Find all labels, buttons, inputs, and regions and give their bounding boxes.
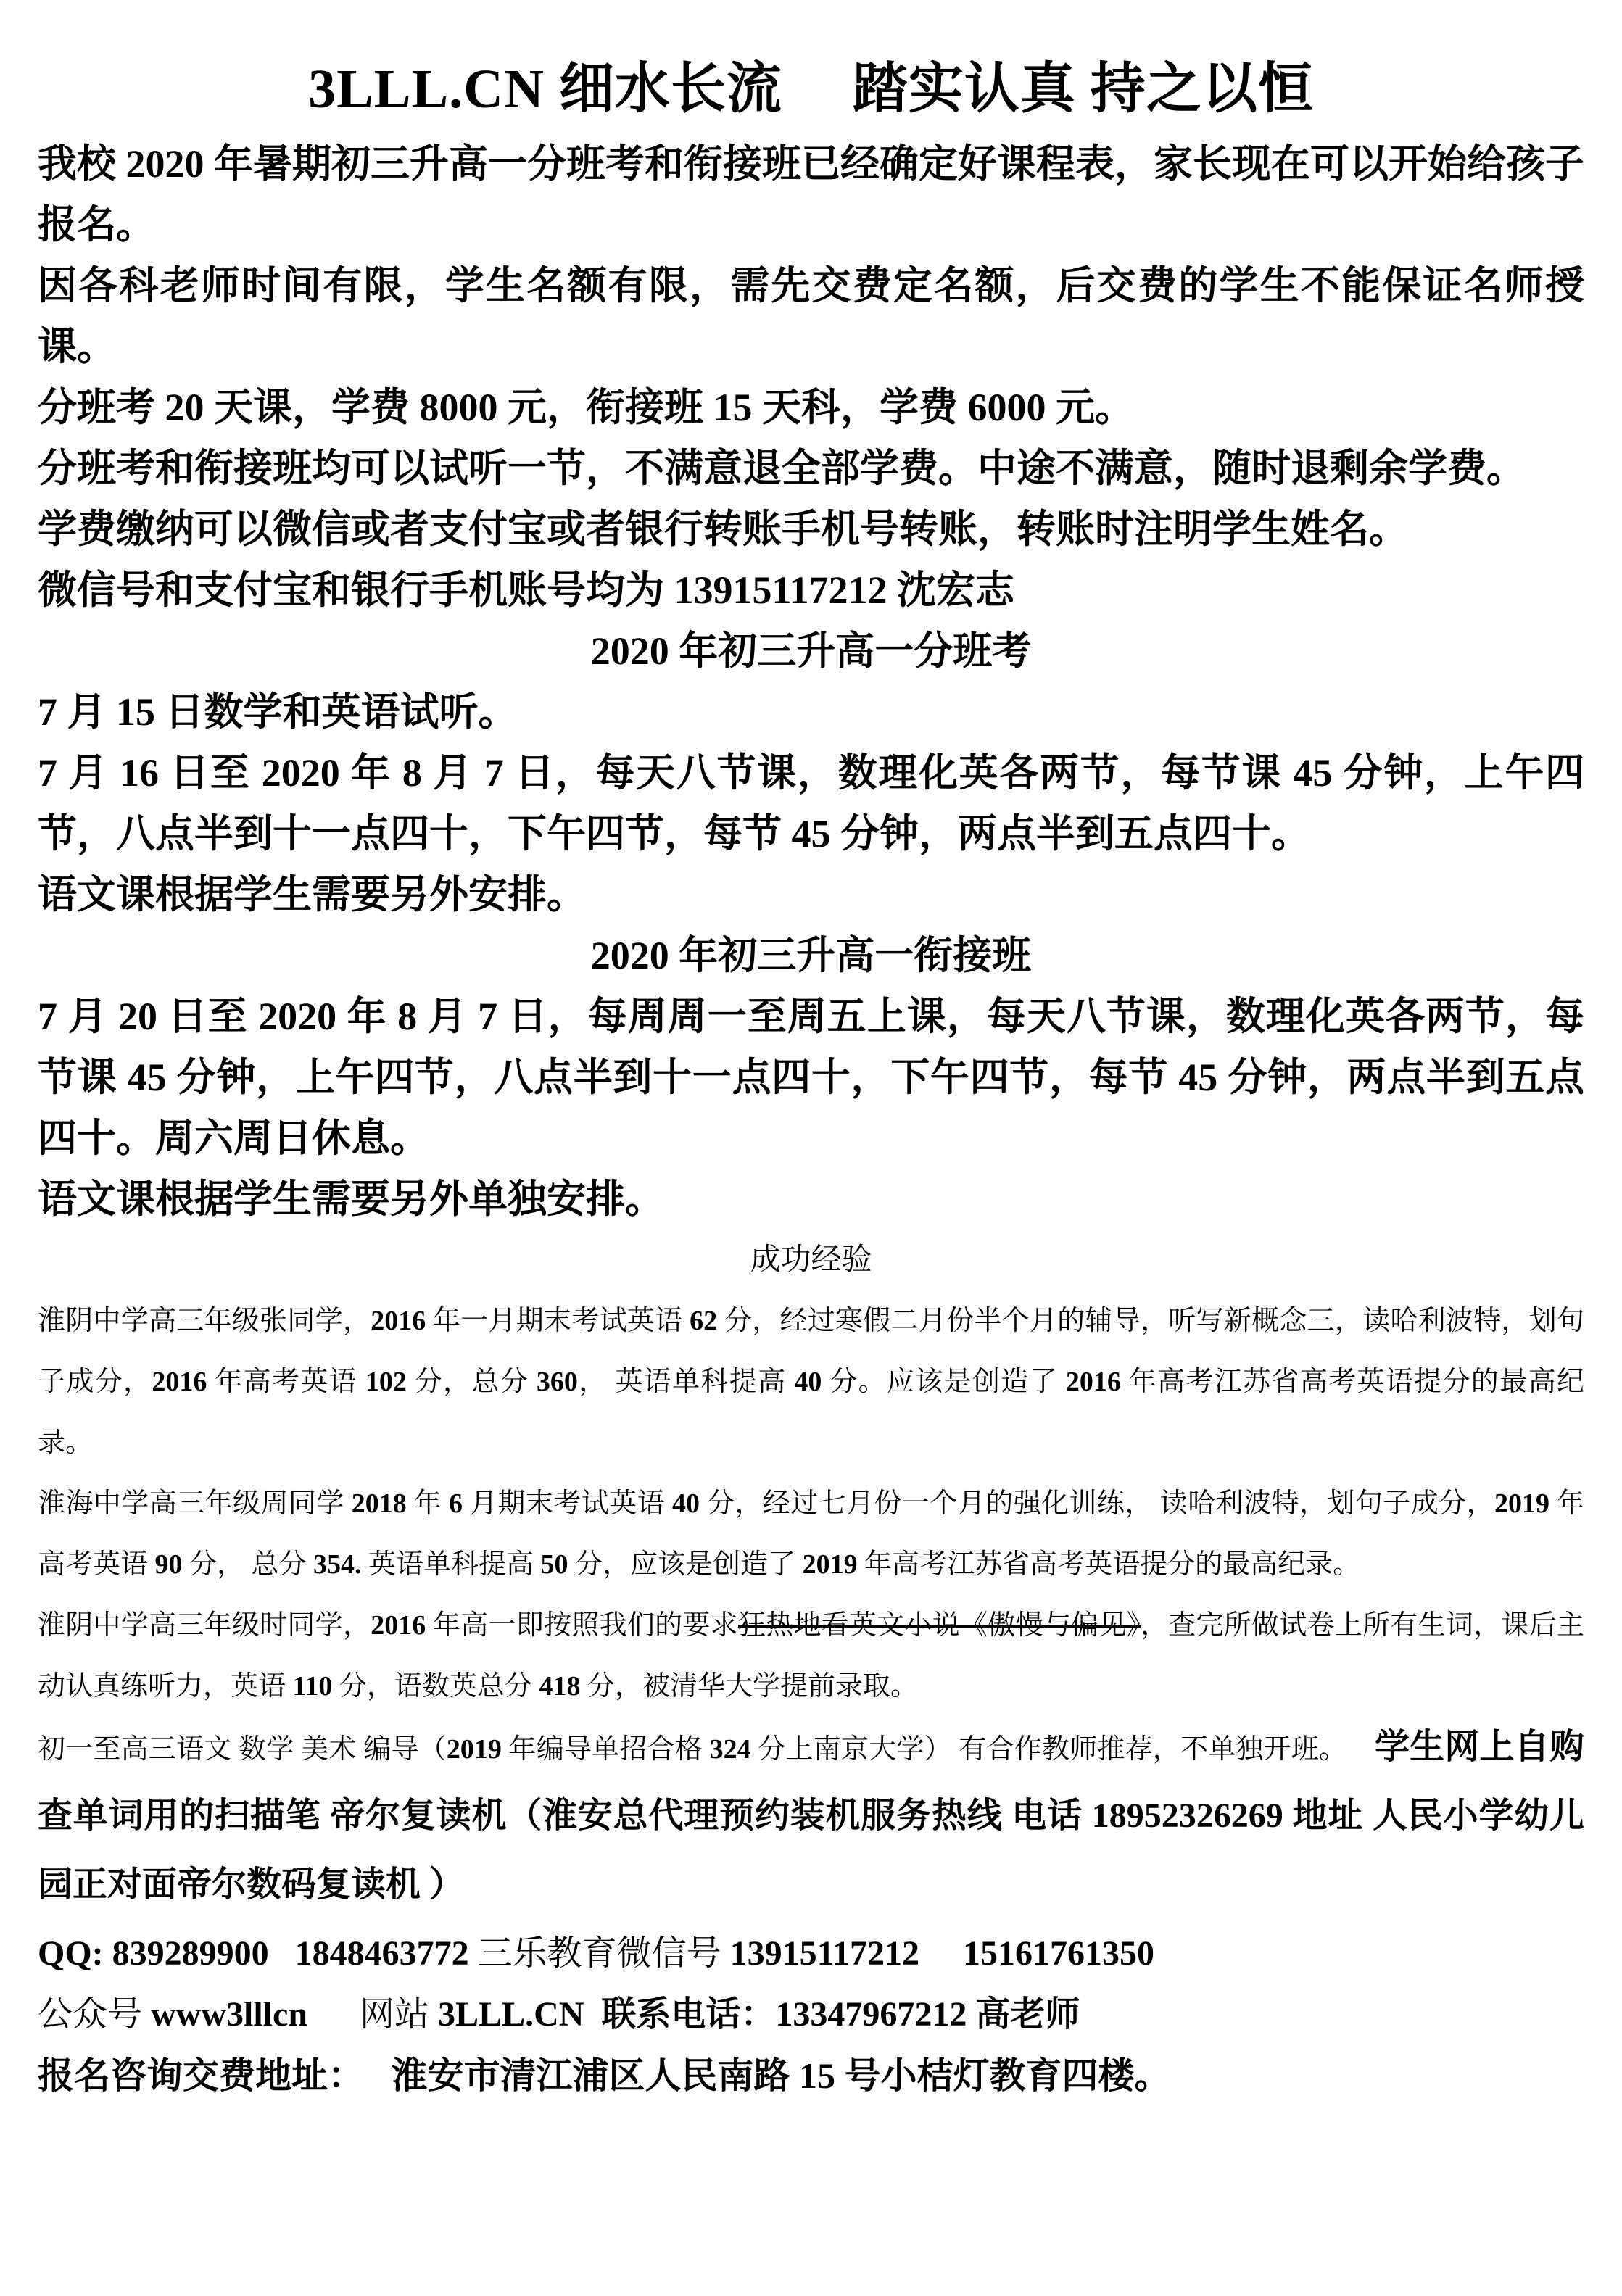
- qq-numbers-text: QQ: 839289900 1848463772: [38, 1934, 478, 1973]
- story3-suffix-text: ，查完所做试卷上所有生词，课后主动认真练听力，英语 110 分，语数英总分 418 分，被清华大学提前录取。: [38, 1610, 1584, 1702]
- story3-strikethrough-text: 狂热地看英文小说《傲慢与偏见》: [737, 1610, 1141, 1641]
- registration-address-line: 报名咨询交费地址： 淮安市清江浦区人民南路 15 号小桔灯教育四楼。: [38, 2055, 1171, 2096]
- bridge-schedule-paragraph: 7 月 20 日至 2020 年 8 月 7 日，每周周一至周五上课，每天八节课，数理化英各两节，每节课 45 分钟，上午四节，八点半到十一点四十，下午四节，每节 45 分钟，两点半到五点四十。周六周日休息。: [38, 995, 1584, 1160]
- website-label: 网站: [307, 1995, 439, 2034]
- placement-chinese-paragraph: 语文课根据学生需要另外安排。: [38, 873, 586, 916]
- payment-method-paragraph: 学费缴纳可以微信或者支付宝或者银行转账手机号转账，转账时注明学生姓名。: [38, 507, 1408, 551]
- placement-trial-paragraph: 7 月 15 日数学和英语试听。: [38, 690, 518, 734]
- story3-prefix-text: 淮阴中学高三年级时同学，2016 年高一即按照我们的要求: [38, 1610, 738, 1641]
- intro-signup-paragraph: 我校 2020 年暑期初三升高一分班考和衔接班已经确定好课程表，家长现在可以开始给孩子报名。: [38, 142, 1584, 246]
- page-title: 3LLL.CN 细水长流 踏实认真 持之以恒: [308, 59, 1314, 120]
- success-story-3: [38, 1595, 1584, 1717]
- courses-and-scanner-paragraph: [38, 1717, 1584, 1923]
- website-contact-line: [38, 1984, 1584, 2045]
- wechat-numbers-text: 13915117212 15161761350: [729, 1934, 1155, 1973]
- website-value: 3LLL.CN: [438, 1995, 584, 2034]
- scanner-pen-text: 学生网上自购查单词用的扫描笔 帝尔复读机（淮安总代理预约装机服务热线 电话 18952326269 地址 人民小学幼儿园正对面帝尔数码复读机 ）: [38, 1728, 1584, 1904]
- intro-quota-paragraph: 因各科老师时间有限，学生名额有限，需先交费定名额，后交费的学生不能保证名师授课。: [38, 264, 1584, 368]
- bridge-class-heading: 2020 年初三升高一衔接班: [590, 934, 1032, 977]
- wechat-label-text: 三乐教育微信号: [477, 1934, 730, 1973]
- fees-paragraph: 分班考 20 天课，学费 8000 元，衔接班 15 天科，学费 6000 元。: [38, 386, 1134, 429]
- bridge-chinese-paragraph: 语文课根据学生需要另外单独安排。: [38, 1177, 664, 1221]
- placement-exam-heading: 2020 年初三升高一分班考: [590, 629, 1032, 673]
- payment-account-paragraph: 微信号和支付宝和银行手机账号均为 13915117212 沈宏志: [38, 568, 1015, 612]
- phone-teacher-text: 联系电话：13347967212 高老师: [584, 1995, 1080, 2034]
- success-story-2: 淮海中学高三年级周同学 2018 年 6 月期末考试英语 40 分，经过七月份一个月的强化训练， 读哈利波特，划句子成分，2019 年高考英语 90 分， 总分 354. 英语单科提高 50 分，应该是创造了 2019 年高考江苏省高考英语提分的最高纪录。: [38, 1488, 1584, 1580]
- success-stories-heading: 成功经验: [750, 1243, 872, 1277]
- success-story-1: 淮阴中学高三年级张同学，2016 年一月期末考试英语 62 分，经过寒假二月份半个月的辅导，听写新概念三，读哈利波特，划句子成分，2016 年高考英语 102 分，总分 360， 英语单科提高 40 分。应该是创造了 2016 年高考江苏省高考英语提分的最高纪录。: [38, 1306, 1584, 1458]
- placement-schedule-paragraph: 7 月 16 日至 2020 年 8 月 7 日，每天八节课，数理化英各两节，每节课 45 分钟，上午四节，八点半到十一点四十，下午四节，每节 45 分钟，两点半到五点四十。: [38, 751, 1584, 855]
- trial-refund-paragraph: 分班考和衔接班均可以试听一节，不满意退全部学费。中途不满意，随时退剩余学费。: [38, 447, 1526, 490]
- qq-contact-line: [38, 1923, 1584, 1984]
- gongzhonghao-label: 公众号: [38, 1995, 152, 2034]
- courses-offered-text: 初一至高三语文 数学 美术 编导（2019 年编导单招合格 324 分上南京大学） 有合作教师推荐，不单独开班。: [38, 1734, 1375, 1765]
- gongzhonghao-value: www3lllcn: [151, 1995, 308, 2034]
